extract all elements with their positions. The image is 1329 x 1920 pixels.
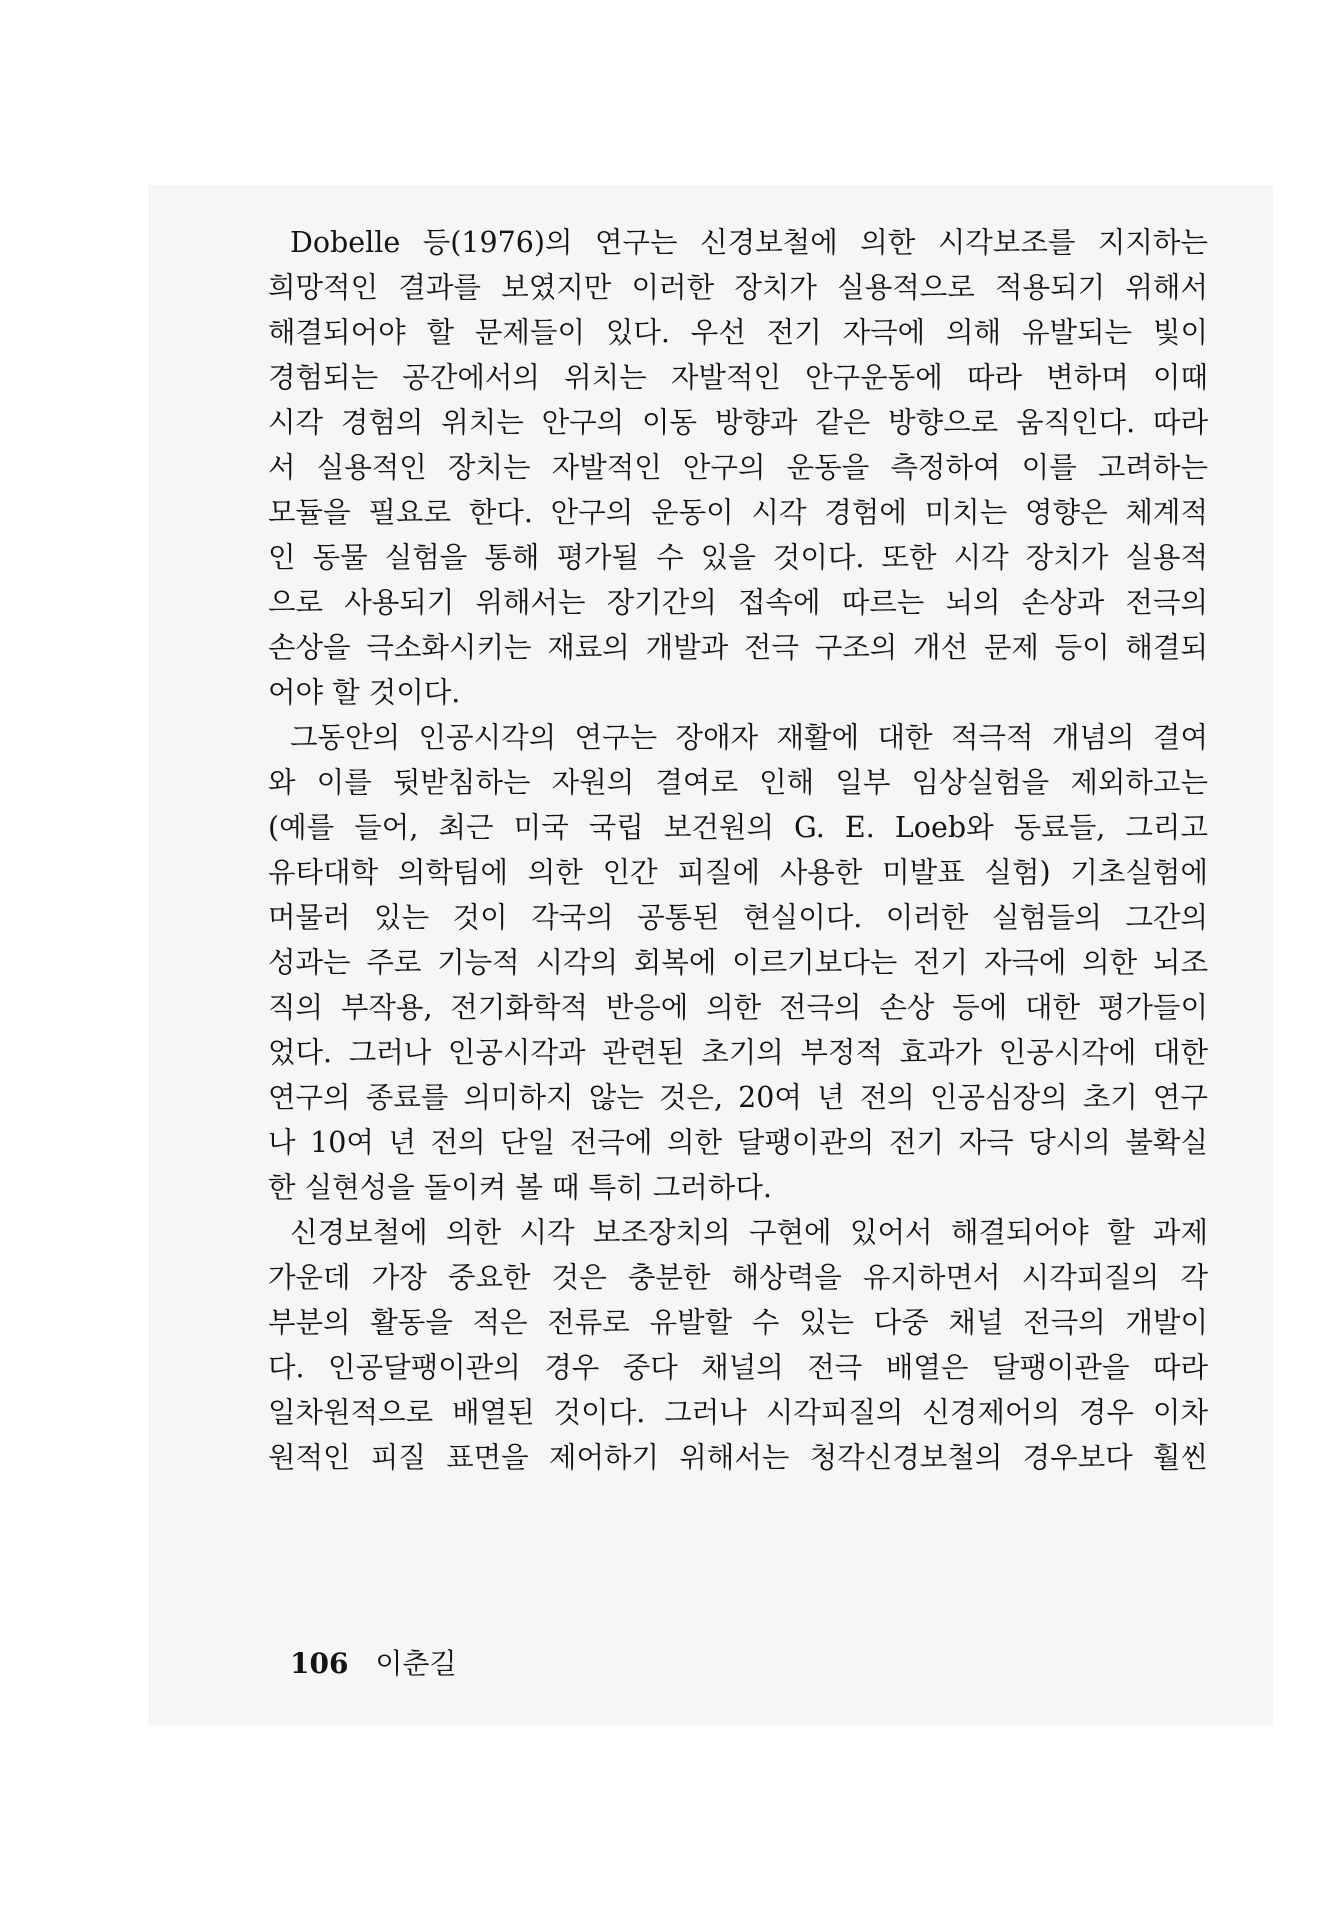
paragraph-3 bbox=[268, 1210, 1208, 1480]
text-line: 유타대학 의학팀에 의한 인간 피질에 사용한 미발표 실험) 기초실험에 bbox=[268, 856, 1208, 889]
text-line: 부분의 활동을 적은 전류로 유발할 수 있는 다중 채널 전극의 개발이 bbox=[268, 1306, 1208, 1339]
text-line: 일차원적으로 배열된 것이다. 그러나 시각피질의 신경제어의 경우 이차 bbox=[268, 1396, 1208, 1429]
text-line: (예를 들어, 최근 미국 국립 보건원의 G. E. Loeb와 동료들, 그리고 bbox=[268, 811, 1208, 844]
text-line: 나 10여 년 전의 단일 전극에 의한 달팽이관의 전기 자극 당시의 불확실 bbox=[268, 1126, 1208, 1159]
text-line: 어야 할 것이다. bbox=[268, 676, 461, 709]
text-line: 으로 사용되기 위해서는 장기간의 접속에 따르는 뇌의 손상과 전극의 bbox=[268, 586, 1208, 619]
paragraph-1 bbox=[268, 220, 1208, 715]
text-line: 직의 부작용, 전기화학적 반응에 의한 전극의 손상 등에 대한 평가들이 bbox=[268, 991, 1208, 1024]
text-line: 시각 경험의 위치는 안구의 이동 방향과 같은 방향으로 움직인다. 따라 bbox=[268, 406, 1208, 439]
text-line: 성과는 주로 기능적 시각의 회복에 이르기보다는 전기 자극에 의한 뇌조 bbox=[268, 946, 1208, 979]
text-line: 서 실용적인 장치는 자발적인 안구의 운동을 측정하여 이를 고려하는 bbox=[268, 451, 1208, 484]
paragraph-2 bbox=[268, 715, 1208, 1210]
text-line: Dobelle 등(1976)의 연구는 신경보철에 의한 시각보조를 지지하는 bbox=[290, 226, 1208, 259]
text-line: 원적인 피질 표면을 제어하기 위해서는 청각신경보철의 경우보다 훨씬 bbox=[268, 1441, 1208, 1474]
text-line: 와 이를 뒷받침하는 자원의 결여로 인해 일부 임상실험을 제외하고는 bbox=[268, 766, 1208, 799]
text-line: 모듈을 필요로 한다. 안구의 운동이 시각 경험에 미치는 영향은 체계적 bbox=[268, 496, 1208, 529]
text-line: 한 실현성을 돌이켜 볼 때 특히 그러하다. bbox=[268, 1171, 772, 1204]
text-line: 연구의 종료를 의미하지 않는 것은, 20여 년 전의 인공심장의 초기 연구 bbox=[268, 1081, 1208, 1114]
text-line: 손상을 극소화시키는 재료의 개발과 전극 구조의 개선 문제 등이 해결되 bbox=[268, 631, 1208, 664]
text-line: 희망적인 결과를 보였지만 이러한 장치가 실용적으로 적용되기 위해서 bbox=[268, 271, 1208, 304]
text-line: 다. 인공달팽이관의 경우 중다 채널의 전극 배열은 달팽이관을 따라 bbox=[268, 1351, 1208, 1384]
text-line: 그동안의 인공시각의 연구는 장애자 재활에 대한 적극적 개념의 결여 bbox=[290, 721, 1208, 754]
text-line: 신경보철에 의한 시각 보조장치의 구현에 있어서 해결되어야 할 과제 bbox=[290, 1216, 1208, 1249]
text-line: 인 동물 실험을 통해 평가될 수 있을 것이다. 또한 시각 장치가 실용적 bbox=[268, 541, 1208, 574]
text-line: 해결되어야 할 문제들이 있다. 우선 전기 자극에 의해 유발되는 빛이 bbox=[268, 316, 1208, 349]
body-text bbox=[268, 220, 1208, 1480]
running-footer-author: 이춘길 bbox=[375, 1647, 457, 1680]
text-line: 경험되는 공간에서의 위치는 자발적인 안구운동에 따라 변하며 이때 bbox=[268, 361, 1208, 394]
page-number: 106 bbox=[290, 1647, 349, 1680]
page-footer bbox=[290, 1642, 457, 1682]
text-line: 머물러 있는 것이 각국의 공통된 현실이다. 이러한 실험들의 그간의 bbox=[268, 901, 1208, 934]
text-line: 었다. 그러나 인공시각과 관련된 초기의 부정적 효과가 인공시각에 대한 bbox=[268, 1036, 1208, 1069]
text-line: 가운데 가장 중요한 것은 충분한 해상력을 유지하면서 시각피질의 각 bbox=[268, 1261, 1208, 1294]
